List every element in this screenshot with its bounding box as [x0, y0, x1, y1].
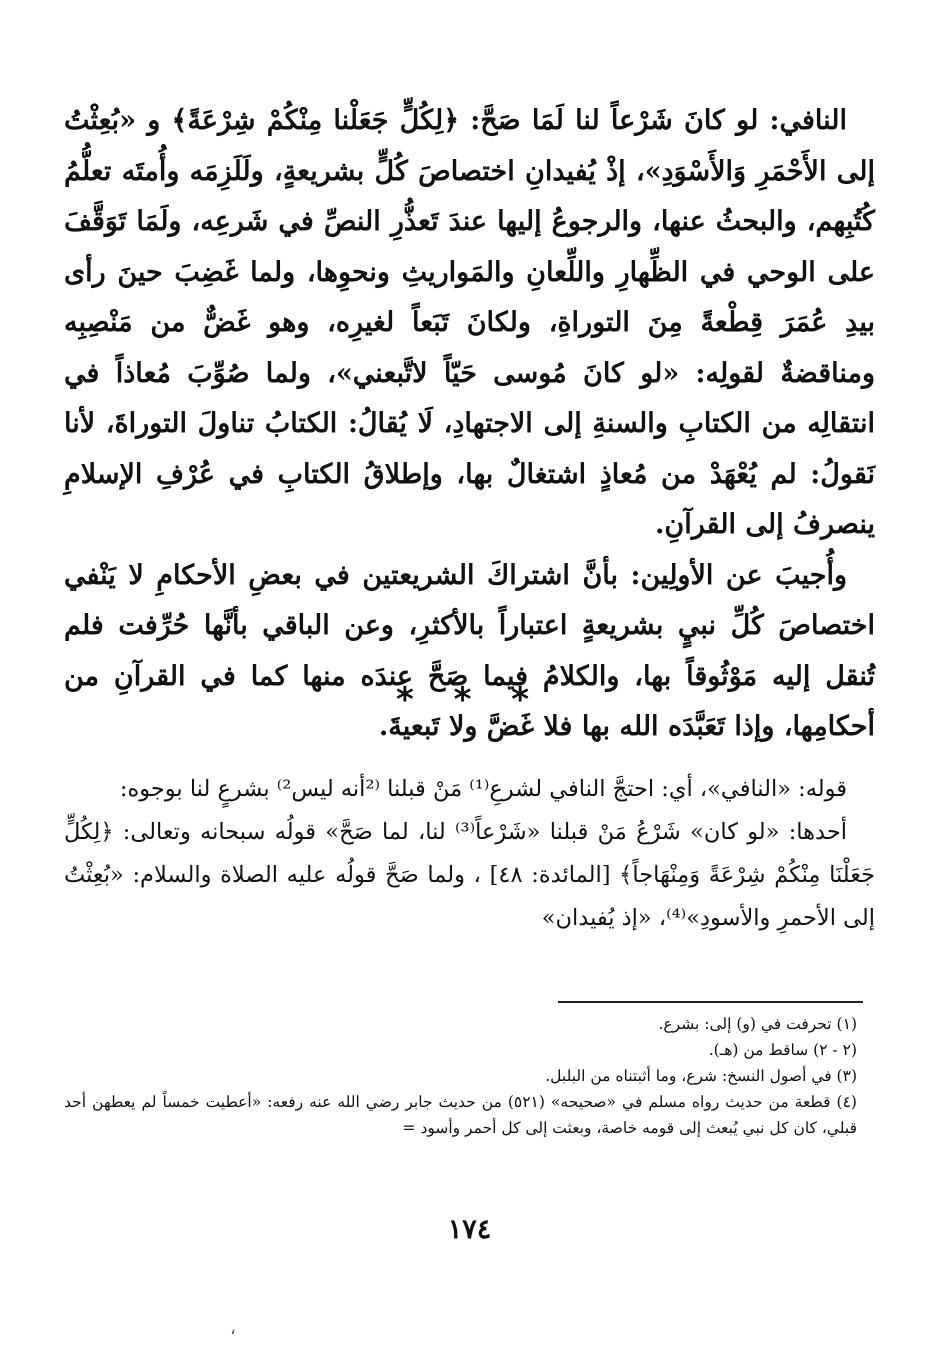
footnotes [64, 1011, 857, 1141]
footnote-divider [558, 1001, 863, 1003]
commentary-paragraph: قوله: «النافي»، أي: احتجَّ النافي لشرعِ⁽¹⁾ مَنْ قبلنا ⁽²أنه ليس²⁾ بشرعٍ لنا بوجوه: [119, 776, 847, 802]
commentary-text [64, 768, 875, 940]
stray-mark: ، [230, 1318, 236, 1339]
footnote: (٢ - ٢) ساقط من (هـ). [708, 1041, 857, 1059]
footnote: (١) تحرفت في (و) إلى: بشرع. [658, 1015, 857, 1033]
footnote: (٤) قطعة من حديث رواه مسلم في «صحيحه» (٥٢١) من حديث جابر رضي الله عنه رفعه: «أعطيت خمساً لم يعطهن أحد قبلي، كان كل نبي يُبعث إلى قومه خاصة، وبعثت إلى كل أحمر وأسود = [64, 1093, 857, 1137]
section-separator: * * * [395, 680, 543, 720]
main-text [64, 96, 875, 753]
main-paragraph: وأُجيبَ عن الأولِين: بأنَّ اشتراكَ الشريعتين في بعضِ الأحكامِ لا يَنْفي اختصاصَ كُلِّ نبيٍ بشريعةٍ اعتباراً بالأكثرِ، وعن الباقي بأنَّها حُرِّفت فلم تُنقل إليه مَوْثُوقاً بها، والكلامُ فيما صَحَّ عندَه منها كما في القرآنِ من أحكامِها، وإذا تَعَبَّدَه الله بها فلا غَضَّ ولا تَبعيةَ. [64, 559, 875, 742]
main-paragraph: النافي: لو كانَ شَرْعاً لنا لَمَا صَحَّ: ﴿لِكُلٍّ جَعَلْنا مِنْكُمْ شِرْعَةً﴾ و «بُعِثْتُ إلى الأَحْمَرِ وَالأَسْوَدِ»، إذْ يُفيدانِ اختصاصَ كُلٍّ بشريعةٍ، ولَلَزِمَه وأُمتَه تعلُّمُ كُتُبِهم، والبحثُ عنها، والرجوعُ إليها عندَ تَعذُّرِ النصِّ في شَرعِه، ولَمَا تَوَقَّفَ على الوحي في الظِّهارِ واللِّعانِ والمَواريثِ ونحوِها، ولما غَضِبَ حينَ رأى بيدِ عُمَرَ قِطْعةً مِنَ التوراةِ، ولكانَ تَبَعاً لغيرِه، وهو غَضٌّ من مَنْصِبِه ومناقضةٌ لقولِه: «لو كانَ مُوسى حَيّاً لاتَّبعني»، ولما صُوِّبَ مُعاذاً في انتقالِه من الكتابِ والسنةِ إلى الاجتهادِ، لَا يُقالُ: الكتابُ تناولَ التوراةَ، لأنا نَقولُ: لم يُعْهَدْ من مُعاذٍ اشتغالٌ بها، وإطلاقُ الكتابِ في عُرْفِ الإسلامِ ينصرفُ إلى القرآنِ. [64, 105, 875, 540]
footnote: (٣) في أصول النسخ: شرع، وما أثبتناه من البلبل. [545, 1067, 857, 1085]
page-number: ١٧٤ [447, 1214, 492, 1245]
commentary-paragraph: أحدها: «لو كان» شَرْعُ مَنْ قبلنا «شَرْعاً⁽³⁾ لنا، لما صَحَّ» قولُه سبحانه وتعالى: ﴿لِكُلٍّ جَعَلْنَا مِنْكُمْ شِرْعَةً وَمِنْهَاجاً﴾ [المائدة: ٤٨] ، ولما صَحَّ قولُه عليه الصلاة والسلام: «بُعِثْتُ إلى الأحمرِ والأسودِ»⁽⁴⁾، «إذ يُفيدان» [64, 819, 875, 931]
